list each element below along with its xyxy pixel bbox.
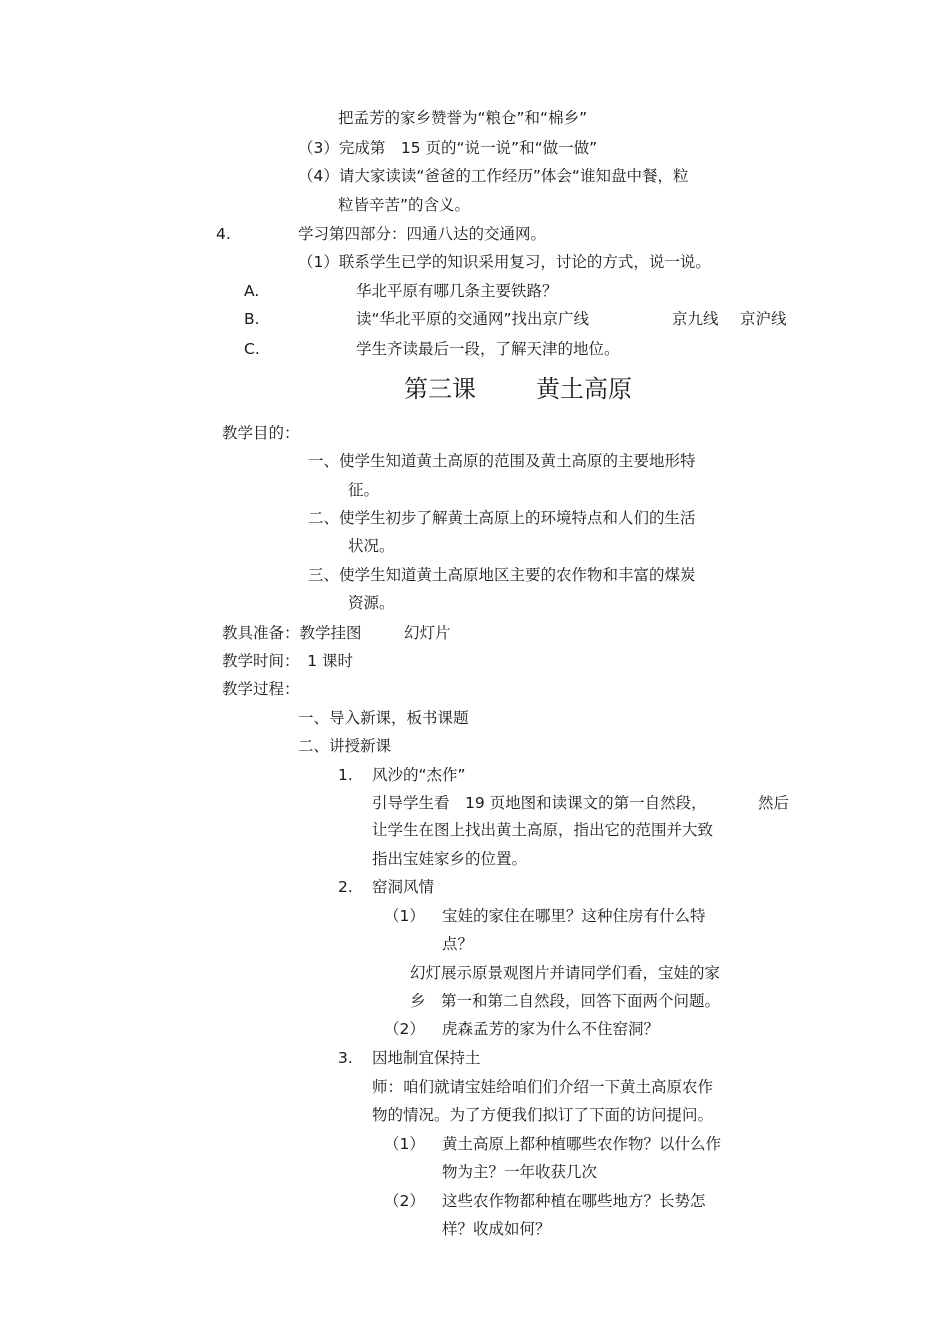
text-line: 引导学生看 19 页地图和读课文的第一自然段， (372, 794, 707, 812)
text-line: 三、使学生知道黄土高原地区主要的农作物和丰富的煤炭 (308, 566, 696, 584)
text-line: 物为主？一年收获几次 (442, 1163, 598, 1181)
text-line: 京九线 (672, 310, 719, 328)
text-line: 然后 (758, 794, 790, 812)
text-line: 粒皆辛苦”的含义。 (338, 196, 471, 214)
list-number: （2） (384, 1192, 425, 1210)
list-number: 3. (338, 1049, 353, 1067)
text-line: 状况。 (348, 537, 395, 555)
list-number: 4. (216, 225, 231, 243)
section-label: 教具准备：教学挂图 (222, 624, 362, 642)
list-number: （1） (384, 907, 425, 925)
text-line: 幻灯展示原景观图片并请同学们看，宝娃的家 (410, 964, 721, 982)
text-line: 华北平原有哪几条主要铁路？ (356, 282, 558, 300)
list-marker: C. (244, 340, 260, 358)
lesson-title: 第三课 (404, 375, 476, 403)
list-number: （2） (384, 1020, 425, 1038)
text-line: 把孟芳的家乡赞誉为“粮仓”和“棉乡” (338, 109, 588, 127)
text-line: 点？ (442, 935, 474, 953)
text-line: 二、使学生初步了解黄土高原上的环境特点和人们的生活 (308, 509, 696, 527)
text-line: 乡 第一和第二自然段，回答下面两个问题。 (410, 992, 721, 1010)
text-line: 黄土高原上都种植哪些农作物？以什么作 (442, 1135, 722, 1153)
section-label: 教学目的： (222, 424, 300, 442)
text-line: 一、导入新课，板书课题 (298, 709, 469, 727)
text-line: 因地制宜保持土 (372, 1049, 481, 1067)
text-line: 学习第四部分：四通八达的交通网。 (298, 225, 547, 243)
list-marker: A. (244, 282, 260, 300)
text-line: 虎森孟芳的家为什么不住窑洞？ (442, 1020, 660, 1038)
text-line: 幻灯片 (404, 624, 451, 642)
text-line: 京沪线 (740, 310, 787, 328)
text-line: 读“华北平原的交通网”找出京广线 (356, 310, 590, 328)
text-line: 二、讲授新课 (298, 737, 392, 755)
section-label: 教学过程： (222, 680, 300, 698)
text-line: 物的情况。为了方便我们拟订了下面的访问提问。 (372, 1106, 714, 1124)
text-line: 宝娃的家住在哪里？这种住房有什么特 (442, 907, 706, 925)
text-line: 风沙的“杰作” (372, 766, 466, 784)
text-line: 窑洞风情 (372, 878, 435, 896)
list-number: 1. (338, 766, 353, 784)
text-line: （4）请大家读读“爸爸的工作经历”体会“谁知盘中餐，粒 (298, 167, 689, 185)
lesson-title: 黄土高原 (536, 375, 632, 403)
text-line: （3）完成第 15 页的“说一说”和“做一做” (298, 139, 598, 157)
list-marker: B. (244, 310, 260, 328)
text-line: 这些农作物都种植在哪些地方？长势怎 (442, 1192, 706, 1210)
list-number: （1） (384, 1135, 425, 1153)
text-line: 样？收成如何？ (442, 1220, 551, 1238)
text-line: 一、使学生知道黄土高原的范围及黄土高原的主要地形特 (308, 452, 696, 470)
text-line: 让学生在图上找出黄土高原，指出它的范围并大致 (372, 821, 714, 839)
list-number: 2. (338, 878, 353, 896)
text-line: 征。 (348, 481, 380, 499)
text-line: 师：咱们就请宝娃给咱们们介绍一下黄土高原农作 (372, 1078, 714, 1096)
text-line: 资源。 (348, 594, 395, 612)
text-line: 指出宝娃家乡的位置。 (372, 850, 528, 868)
section-label: 教学时间： 1 课时 (222, 652, 354, 670)
text-line: （1）联系学生已学的知识采用复习，讨论的方式，说一说。 (298, 253, 711, 271)
text-line: 学生齐读最后一段，了解天津的地位。 (356, 340, 620, 358)
